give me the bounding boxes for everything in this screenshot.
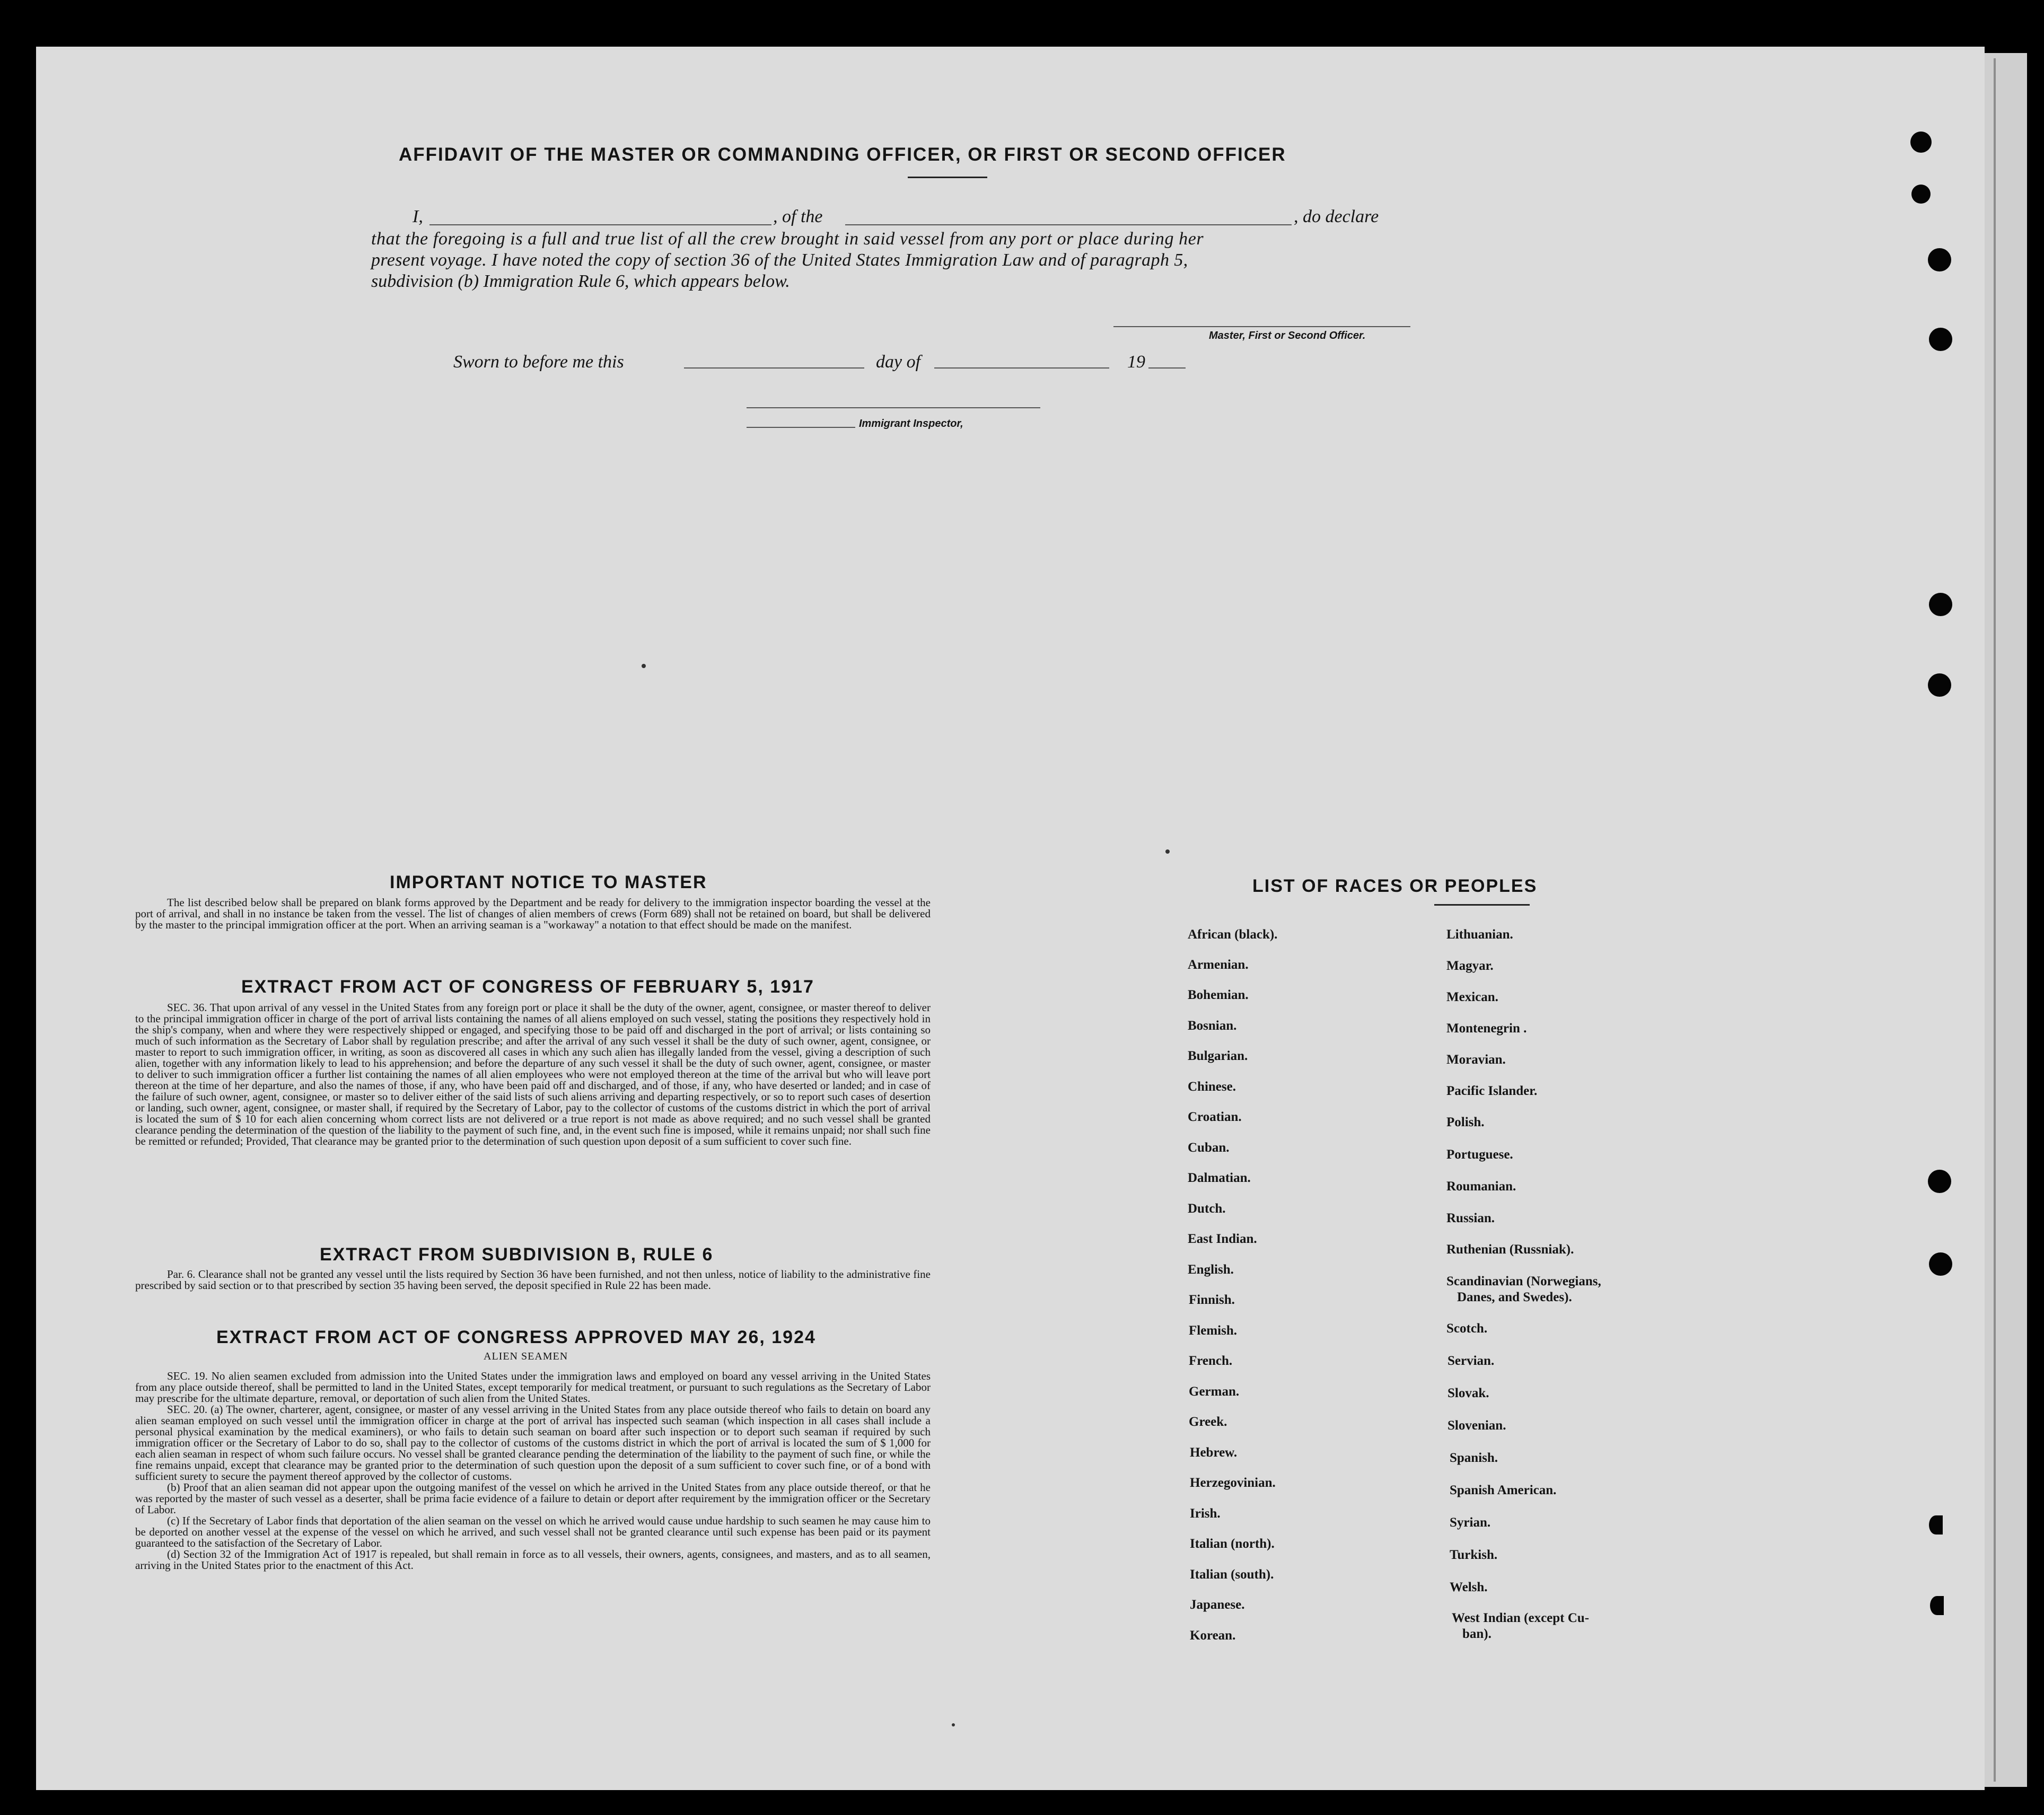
page-edge-line [1994,58,1996,1782]
race-left-item: Hebrew. [1190,1445,1238,1460]
race-west-indian [1452,1610,1589,1642]
inspector-label: Immigrant Inspector, [859,418,963,429]
extract-1917-body: SEC. 36. That upon arrival of any vessel in the United States from any foreign port or place it shall be the duty of the owner, agent, consignee, or master thereof to deliver to the principal immigration officer in charge of the port of arrival lists containing the names of all aliens employed on such vessel, stating the positions they respectively hold in the ship's company, when and where they were respectively shipped or engaged, and specifying those to be paid off and discharged in the port of arrival; or lists containing so much of such information as the Secretary of Labor shall by regulation prescribe; and after the arrival of any such vessel it shall be the duty of such owner, agent, consignee, or master to report to such immigration officer, in writing, as soon as discovered all cases in which any such alien has illegally landed from the vessel, giving a description of such alien, together with any information likely to lead to his apprehension; and before the departure of any such vessel it shall be the duty of such owner, agent, consignee, or master to deliver to such immigration officer a further list containing the names of all alien employees who were not employed thereon at the time of the arrival but who will leave port thereon at the time of her departure, and also the names of those, if any, who have been paid off and discharged, and of those, if any, who have deserted or landed; and in case of the failure of such owner, agent, consignee, or master so to deliver either of the said lists of such aliens arriving and departing respectively, or so to report such cases of desertion or landing, such owner, agent, consignee, or master shall, if required by the Secretary of Labor, pay to the collector of customs of the customs district in which the port of arrival is located the sum of $ 10 for each alien concerning whom correct lists are not delivered or a true report is not made as above required; and no such vessel shall be granted clearance pending the determination of the question of the liability to the payment of such fine, and, in the event such fine is imposed, while it remains unpaid; nor shall such fine be remitted or refunded; Provided, That clearance may be granted prior to the determination of such question upon deposit of a sum sufficient to cover such fine. [135,1001,931,1147]
affidavit-line3: present voyage. I have noted the copy of section 36 of the United States Immigration Law and of paragraph 5, [371,250,1188,270]
race-west-indian-line1: West Indian (except Cu- [1452,1611,1590,1625]
extract-1917-block [135,1002,931,1147]
race-left-item: Cuban. [1188,1141,1230,1155]
binder-hole [1929,328,1952,351]
race-scandinavian [1446,1274,1601,1305]
binder-hole [1928,248,1951,271]
race-left-item: Finnish. [1189,1293,1235,1307]
extract-1924-subtitle: ALIEN SEAMEN [484,1351,568,1362]
extract-1924-block [135,1371,931,1571]
race-right-item: Pacific Islander. [1446,1084,1538,1098]
extract-rule6-block [135,1269,931,1291]
affidavit-line1-end: , do declare [1294,207,1379,226]
race-left-item: German. [1189,1384,1240,1399]
race-left-item: Irish. [1190,1506,1221,1521]
race-right-item: Servian. [1448,1354,1495,1368]
extract-1917-title: EXTRACT FROM ACT OF CONGRESS OF FEBRUARY 5, 1917 [241,977,814,997]
signature-label: Master, First or Second Officer. [1209,330,1366,341]
extract-1924-sec19: SEC. 19. No alien seamen excluded from admission into the United States under the immigration laws and employed on board any vessel arriving in the United States from any place outside thereof, shall be permitted to land in the United States, except temporarily for medical treatment, or pursuant to such regulations as the Secretary of Labor may prescribe for the ultimate departure, removal, or deportation of such alien from the United States. [135,1370,931,1405]
sworn-day-of: day of [876,352,921,372]
race-left-item: Japanese. [1190,1598,1245,1612]
extract-1924-title: EXTRACT FROM ACT OF CONGRESS APPROVED MAY 26, 1924 [216,1327,816,1347]
sworn-date-blank [684,367,864,369]
extract-1924-sec20c: (c) If the Secretary of Labor finds that deportation of the alien seaman on the vessel on which he arrived would cause undue hardship to such seamen he may cause him to be deported on another vessel at the expense of the vessel on which he arrived, and such vessel shall not be granted clearance until such expense has been paid or its payment guaranteed to the satisfaction of the Secretary of Labor. [135,1514,931,1549]
race-scandinavian-line2: Danes, and Swedes). [1457,1290,1572,1304]
sworn-prefix: Sworn to before me this [453,352,624,372]
race-left-item: Dutch. [1188,1202,1226,1216]
inspector-line [747,427,855,428]
adjacent-page-edge [1985,53,2027,1787]
race-left-item: Flemish. [1189,1323,1237,1338]
sworn-year: 19 [1127,352,1145,372]
affidavit-title: AFFIDAVIT OF THE MASTER OR COMMANDING OFFICER, OR FIRST OR SECOND OFFICER [399,144,1286,165]
binder-hole [1929,1252,1952,1276]
notice-body: The list described below shall be prepared on blank forms approved by the Department and be ready for delivery to the immigration inspector boarding the vessel at the port of arrival, and shall in no instance be taken from the vessel. The list of changes of alien members of crews (Form 689) shall not be retained on board, but shall be delivered by the master to the principal immigration officer at the port. When an arriving seaman is a "workaway" a notation to that effect should be made on the manifest. [135,896,931,931]
binder-hole [1929,1515,1943,1535]
race-left-item: Bosnian. [1188,1019,1237,1033]
race-right-item: Ruthenian (Russniak). [1446,1242,1574,1257]
race-left-item: Chinese. [1188,1080,1236,1094]
affidavit-line1-mid: , of the [773,207,823,226]
race-left-item: East Indian. [1188,1232,1257,1246]
race-right-item: Roumanian. [1446,1179,1516,1194]
title-underline [908,177,987,178]
race-left-item: Armenian. [1188,958,1249,972]
race-right-item: Scotch. [1446,1321,1488,1336]
stray-mark [642,664,646,668]
binder-hole [1910,131,1932,153]
extract-rule6-title: EXTRACT FROM SUBDIVISION B, RULE 6 [320,1244,714,1265]
inspector-line-top [747,407,1040,408]
vessel-blank [845,224,1292,225]
race-right-item: Spanish. [1450,1451,1498,1465]
race-left-item: Dalmatian. [1188,1171,1251,1185]
race-left-item: Croatian. [1188,1110,1242,1124]
race-left-item: Herzegovinian. [1190,1476,1276,1490]
extract-1924-sec20d: (d) Section 32 of the Immigration Act of 1917 is repealed, but shall remain in force as to all vessels, their owners, agents, consignees, and masters, and as to all seamen, arriving in the United States prior to the enactment of this Act. [135,1548,931,1572]
race-right-item: Lithuanian. [1446,927,1513,942]
extract-1924-sec20b: (b) Proof that an alien seaman did not appear upon the outgoing manifest of the vessel on which he arrived in the United States from any place outside thereof, or that he was reported by the master of such vessel as a deserter, shall be prima facie evidence of a failure to detain or deport after requirement by the immigration officer or the Secretary of Labor. [135,1481,931,1516]
sworn-month-blank [934,367,1109,369]
race-left-item: French. [1189,1354,1233,1368]
binder-hole [1928,1170,1951,1193]
affidavit-line4: subdivision (b) Immigration Rule 6, which appears below. [371,271,790,291]
race-left-item: Bulgarian. [1188,1049,1248,1063]
race-right-item: Moravian. [1446,1053,1506,1067]
race-right-item: Syrian. [1450,1515,1491,1530]
sworn-year-blank [1148,367,1186,369]
binder-hole [1928,673,1951,697]
race-left-item: English. [1188,1262,1234,1277]
race-right-item: Magyar. [1446,959,1494,973]
stray-mark [1165,849,1170,854]
race-left-item: Korean. [1190,1628,1236,1643]
race-left-item: Italian (south). [1190,1567,1274,1582]
race-left-item: Italian (north). [1190,1537,1275,1551]
race-left-item: African (black). [1188,927,1278,942]
name-blank [429,224,771,225]
races-title-underline [1434,904,1530,906]
signature-line [1113,326,1410,327]
extract-rule6-body: Par. 6. Clearance shall not be granted any vessel until the lists required by Section 36 have been furnished, and not then unless, notice of liability to the administrative fine prescribed by said section or to that prescribed by section 35 having been served, the deposit specified in Rule 22 has been made. [135,1268,931,1292]
binder-hole [1930,1596,1944,1615]
notice-body-block [135,897,931,931]
race-right-item: Slovak. [1448,1386,1489,1400]
stray-mark [952,1723,955,1726]
races-title: LIST OF RACES OR PEOPLES [1252,876,1538,896]
race-right-item: Spanish American. [1450,1483,1557,1497]
race-right-item: Turkish. [1450,1548,1498,1562]
race-scandinavian-line1: Scandinavian (Norwegians, [1446,1274,1601,1288]
extract-1924-sec20a: SEC. 20. (a) The owner, charterer, agent, consignee, or master of any vessel arriving in the United States from any place outside thereof who fails to detain on board any alien seaman employed on such vessel until the immigration officer in charge at the port of arrival has inspected such seaman (which inspection in all cases shall include a personal physical examination by the medical examiners), or who fails to detain such seaman on board after such inspection or to deport such seaman if required by such immigration officer or the Secretary of Labor to do so, shall pay to the collector of customs of the customs district in which the port of arrival is located the sum of $ 1,000 for each alien seaman in respect of whom such failure occurs. No vessel shall be granted clearance pending the determination of the liability to the payment of such fine, or while the fine remains unpaid, except that clearance may be granted prior to the determination of such question upon the deposit of a sum sufficient to cover such fine, or of a bond with sufficient surety to secure the payment thereof approved by the collector of customs. [135,1403,931,1483]
notice-title: IMPORTANT NOTICE TO MASTER [390,872,707,892]
race-west-indian-line2: ban). [1462,1627,1492,1641]
race-right-item: Russian. [1446,1211,1495,1225]
race-right-item: Portuguese. [1446,1147,1513,1162]
race-right-item: Polish. [1446,1115,1485,1129]
affidavit-line2: that the foregoing is a full and true list of all the crew brought in said vessel from any port or place during her [371,229,1204,249]
binder-hole [1911,185,1931,204]
race-left-item: Bohemian. [1188,988,1249,1002]
binder-hole [1929,593,1952,616]
affidavit-line1-start: I, [413,207,423,226]
race-right-item: Welsh. [1450,1580,1488,1594]
race-right-item: Montenegrin . [1446,1021,1527,1036]
race-right-item: Mexican. [1446,990,1498,1004]
race-right-item: Slovenian. [1448,1418,1506,1433]
race-left-item: Greek. [1189,1415,1227,1429]
